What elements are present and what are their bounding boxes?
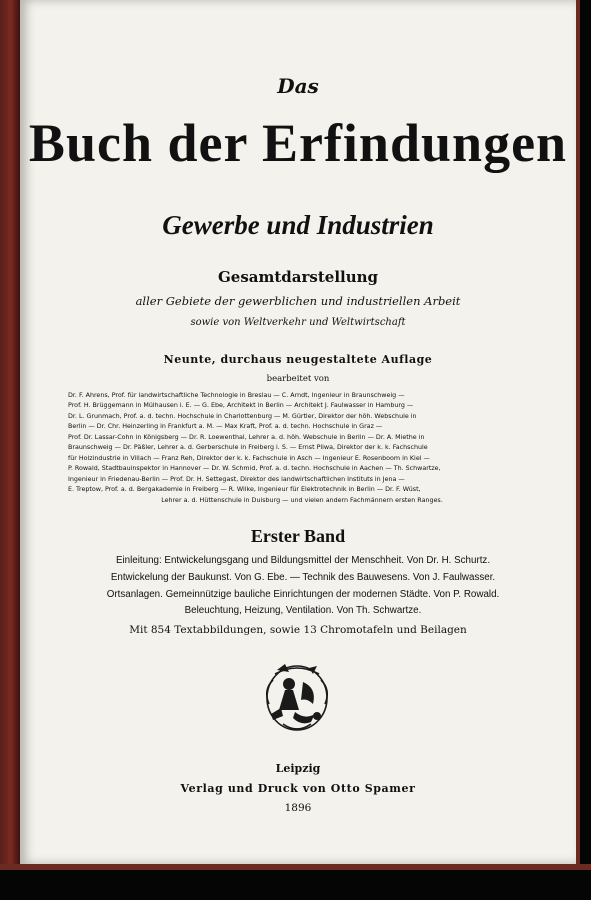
- contributor-line: Lehrer a. d. Hüttenschule in Duisburg — und vielen andern Fachmännern ersten Ranges.: [161, 496, 443, 504]
- publisher-vignette-icon: [255, 654, 339, 738]
- contents-line: Ortsanlagen. Gemeinnützige bauliche Einrichtungen der modernen Städte. Von P. Rowald.: [106, 588, 500, 600]
- contributor-line: Prof. H. Brüggemann in Mülhausen i. E. — G. Ebe, Architekt in Berlin — Architekt J. Faulwasser in Hamburg —: [68, 402, 414, 410]
- contents-line: Einleitung: Entwickelungsgang und Bildungsmittel der Menschheit. Von Dr. H. Schurtz.: [115, 555, 491, 566]
- contributor-line: Dr. F. Ahrens, Prof. für landwirtschaftliche Technologie in Breslau — C. Arndt, Ingenieur in Braunschweig —: [68, 392, 405, 399]
- contents-line: Beleuchtung, Heizung, Ventilation. Von Th. Schwartze.: [184, 605, 422, 617]
- main-title: Buch der Erfindungen: [28, 113, 568, 173]
- edition-line: Neunte, durchaus neugestaltete Auflage: [163, 353, 433, 366]
- volume-contents: [70, 553, 536, 620]
- volume-heading: Erster Band: [250, 526, 346, 546]
- contents-line: Entwickelung der Baukunst. Von G. Ebe. — Technik des Bauwesens. Von J. Faulwasser.: [110, 571, 496, 583]
- illustrations-note: Mit 854 Textabbildungen, sowie 13 Chromotafeln und Beilagen: [129, 624, 467, 636]
- title-article: Das: [277, 74, 319, 98]
- cover-edge-bottom: [0, 864, 591, 870]
- contributor-line: Dr. L. Grunmach, Prof. a. d. techn. Hochschule in Charlottenburg — M. Gürtler, Direktor der höh. Webschule in: [68, 412, 417, 420]
- subtitle-line-1: aller Gebiete der gewerblichen und industriellen Arbeit: [135, 294, 461, 308]
- contributor-line: P. Rowald, Stadtbauinspektor in Hannover — Dr. W. Schmid, Prof. a. d. techn. Hochschule in Aachen — Th. Schwartze,: [68, 465, 441, 473]
- contributor-line: E. Treptow, Prof. a. d. Bergakademie in Freiberg — R. Wilke, Ingenieur für Elektrotechnik in Berlin — Dr. F. Wüst,: [68, 486, 421, 494]
- book-spine: [0, 0, 20, 866]
- contributor-line: Prof. Dr. Lassar-Cohn in Königsberg — Dr. R. Loewenthal, Lehrer a. d. höh. Webschule in Berlin — Dr. A. Miethe in: [68, 433, 425, 441]
- contributor-line: Braunschweig — Dr. Päßler, Lehrer a. d. Gerberschule in Freiberg i. S. — Ernst Pliwa, Direktor der k. k. Fachschule: [68, 444, 428, 452]
- cover-edge-right: [576, 0, 580, 866]
- publisher-line: Verlag und Druck von Otto Spamer: [180, 782, 416, 795]
- contributor-line: Ingenieur in Friedenau-Berlin — Prof. Dr. H. Settegast, Direktor des landwirtschaftlichen Instituts in Jena —: [68, 475, 405, 483]
- contributor-line: Berlin — Dr. Chr. Heinzerling in Frankfurt a. M. — Max Kraft, Prof. a. d. techn. Hochschule in Graz —: [68, 423, 383, 431]
- gesamt-heading: Gesamtdarstellung: [217, 268, 379, 286]
- publication-place: Leipzig: [275, 762, 321, 775]
- publication-year: 1896: [284, 802, 312, 814]
- sub-title: Gewerbe und Industrien: [162, 210, 434, 240]
- edited-by-label: bearbeitet von: [266, 374, 330, 384]
- contributors-list: [68, 391, 536, 506]
- contributor-line: für Holzindustrie in Villach — Franz Reh, Direktor der k. k. Fachschule in Asch — Ingenieur E. Rosenboom in Kiel —: [68, 454, 430, 462]
- subtitle-line-2: sowie von Weltverkehr und Weltwirtschaft: [190, 317, 406, 328]
